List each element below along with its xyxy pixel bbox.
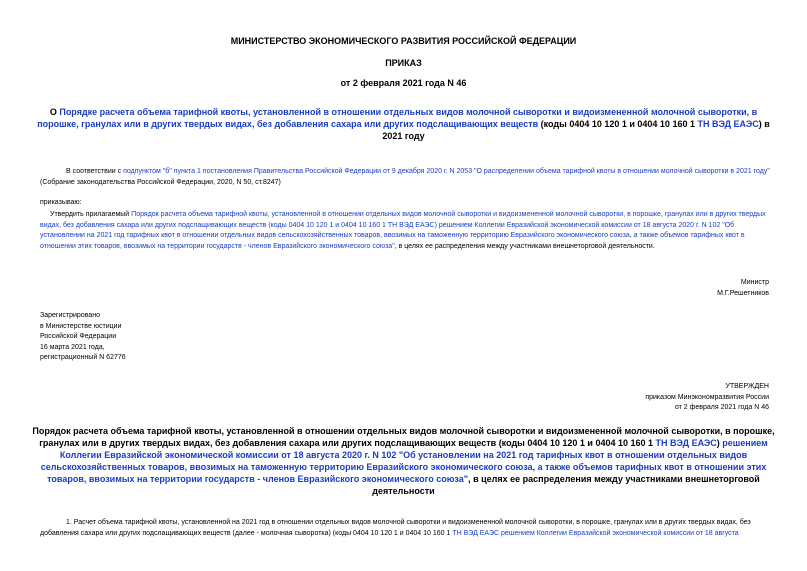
procedure-title [30, 425, 777, 497]
tn-ved-link[interactable]: ТН ВЭД ЕАЭС [655, 438, 717, 448]
tn-ved-link[interactable]: ТН ВЭД ЕАЭС [697, 119, 759, 129]
order-title [30, 106, 777, 142]
registration-line: в Министерстве юстиции [40, 322, 122, 330]
point-1 [40, 518, 770, 539]
paragraph-basis [40, 167, 770, 188]
p1-prefix: В соответствии с [66, 168, 124, 175]
p3-prefix: Утвердить прилагаемый [50, 211, 132, 218]
approval-label: УТВЕРЖДЕН [725, 383, 769, 390]
decree-link[interactable]: подпунктом "б" пункта 1 постановления Правительства Российской Федерации от 9 декабря 2020 г. N 2053 "О распределении объема тарифной квоты в отношении молочной сыворотки в 2021 году" [123, 168, 770, 175]
title-prefix: О [49, 107, 60, 117]
registration-line: регистрационный N 62776 [40, 354, 126, 361]
title2-part2: ) [716, 438, 723, 448]
title2-part3: , в целях ее распределения между участниками внешнеторговой деятельности [372, 474, 760, 496]
approval-line: от 2 февраля 2021 года N 46 [674, 404, 769, 411]
registration-line: Российской Федерации [40, 333, 117, 340]
paragraph-order: приказываю: [40, 199, 82, 206]
approved-procedure-link[interactable]: Порядок расчета объема тарифной квоты, установленной в отношении отдельных видов молочной сыворотки и видоизмененной молочной сыворотки, в порошке, гранулах или в других твердых видах, без добавления сахара или других подслащивающих веществ (коды 0404 10 120 1 и 0404 10 160 1 ТН ВЭД ЕАЭС) решением Коллегии Евразийской экономической комиссии от 18 августа 2020 г. N 102 "Об установлении на 2021 год тарифных квот в отношении отдельных видов сельскохозяйственных товаров, ввозимых на таможенную территорию Евразийского экономического союза, а также объемов тарифных квот в отношении этих товаров, ввозимых на территории государств - членов Евразийского экономического союза" [40, 211, 766, 250]
registration-line: Зарегистрировано [40, 312, 100, 319]
tn-ved-link[interactable]: ТН ВЭД ЕАЭС [452, 529, 500, 537]
signature-name: М.Г.Решетников [717, 289, 769, 297]
p3-suffix: , в целях ее распределения между участниками внешнеторговой деятельности. [394, 242, 655, 250]
commission-decision-link[interactable]: решением Коллегии Евразийской экономической комиссии от 18 августа [500, 529, 739, 537]
point1-text: 1. Расчет объема тарифной квоты, установленной на 2021 год в отношении отдельных видов молочной сыворотки и видоизмененной молочной сыворотки, в порошке, гранулах или в других твердых видах, без добавления сахара или других подслащивающих веществ (далее - молочная сыворотка) (коды 0404 10 120 1 и 0404 10 160 1 [40, 519, 751, 537]
approval-block [645, 382, 769, 414]
doc-type-heading: ПРИКАЗ [385, 58, 422, 68]
title-mid: (коды 0404 10 120 1 и 0404 10 160 1 [538, 119, 698, 129]
p1-suffix: (Собрание законодательства Российской Федерации, 2020, N 50, ст.8247) [40, 178, 281, 186]
approval-line: приказом Минэкономразвития России [645, 393, 769, 401]
procedure-link[interactable]: Порядке расчета объема тарифной квоты, установленной в отношении отдельных видов молочной сыворотки и видоизмененной молочной сыворотки, в порошке, гранулах или в других твердых видах, без добавления сахара или других подслащивающих веществ [37, 107, 758, 129]
title2-part1: Порядок расчета объема тарифной квоты, установленной в отношении отдельных видов молочной сыворотки и видоизмененной молочной сыворотки, в порошке, гранулах или в других твердых видах, без добавления сахара или других подслащивающих веществ (коды 0404 10 120 1 и 0404 10 160 1 [32, 426, 775, 448]
signature-block [717, 278, 769, 299]
title-suffix: ) в 2021 году [382, 119, 770, 141]
registration-line: 16 марта 2021 года, [40, 343, 105, 351]
paragraph-approve [40, 210, 770, 252]
commission-decision-link[interactable]: решением Коллегии Евразийской экономической комиссии от 18 августа 2020 г. N 102 "Об установлении на 2021 год тарифных квот в отношении отдельных видов сельскохозяйственных товаров, ввозимых на таможенную территорию Евразийского экономического союза, а также объемов тарифных квот в отношении этих товаров, ввозимых на территории государств - членов Евразийского экономического союза" [40, 438, 768, 484]
registration-block [40, 311, 126, 364]
date-line: от 2 февраля 2021 года N 46 [340, 78, 467, 88]
signature-position: Министр [740, 279, 769, 286]
ministry-heading: МИНИСТЕРСТВО ЭКОНОМИЧЕСКОГО РАЗВИТИЯ РОССИЙСКОЙ ФЕДЕРАЦИИ [230, 36, 577, 46]
